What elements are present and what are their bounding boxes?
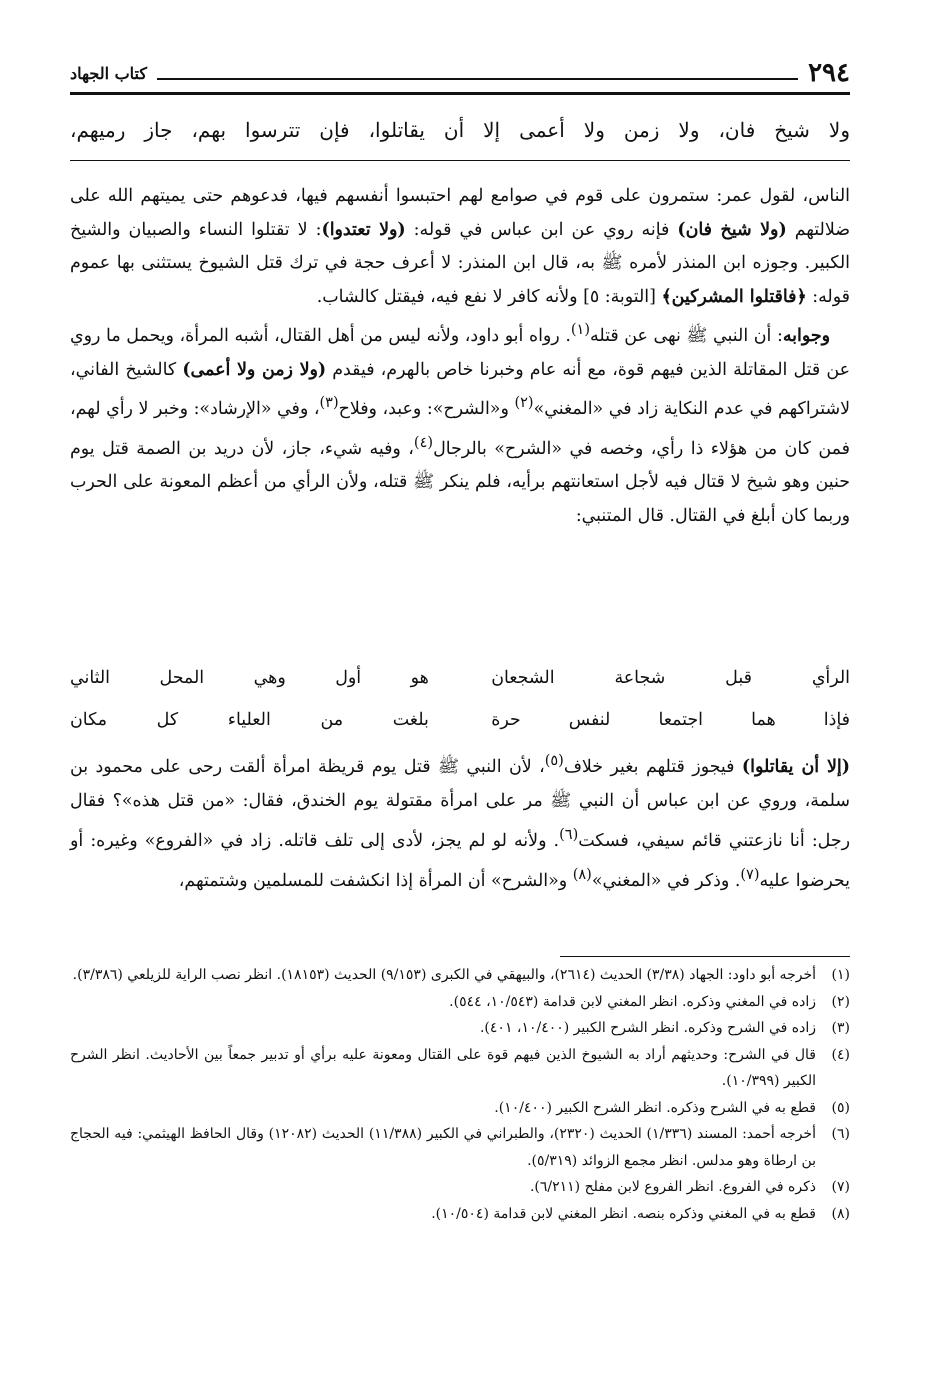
footnote [70,962,850,989]
poem-verse [70,699,850,741]
quran-verse: ﴿فاقتلوا المشركين﴾ [661,286,807,307]
commentary-block-2 [70,744,850,897]
footnote-text: قطع به في الشرح وذكره. انظر الشرح الكبير (١٠/٤٠٠). [494,1099,816,1116]
paragraph-3 [70,744,850,897]
footnote [70,989,850,1016]
footnote [70,1174,850,1201]
footnote-ref[interactable]: (٥) [544,753,564,769]
footnote-text: قطع به في المغني وذكره بنصه. انظر المغني لابن قدامة (١٠/٥٠٤). [431,1205,816,1222]
footnote-ref[interactable]: (١) [570,322,590,339]
footnote-ref[interactable]: (٣) [319,395,339,412]
verse-first-hemistich: فإذا هما اجتمعا لنفس حرة [491,710,850,730]
text-run: فيجوز قتلهم بغير خلاف [563,756,742,777]
footnote-number: (٢) [831,993,850,1010]
text-run: [التوبة: ٥] ولأنه كافر لا نفع فيه، فيقتل كالشاب. [316,286,662,307]
footnote-ref[interactable]: (٤) [413,434,434,451]
footnote-number: (٣) [831,1020,850,1036]
footnote-divider [560,956,850,957]
footnote-number: (١) [831,967,850,983]
bold-quote: وجوابه [782,326,830,347]
footnote-text: زاده في المغني وذكره. انظر المغني لابن قدامة (١٠/٥٤٣، ٥٤٤). [449,993,816,1010]
text-run: و«الشرح»: وعبد، وفلاح [338,399,515,420]
matn-text: ولا شيخ فان، ولا زمن ولا أعمى إلا أن يقاتلوا، فإن تترسوا بهم، جاز رميهم، [70,118,850,142]
footnote [70,1121,850,1174]
footnote-number: (٨) [831,1205,850,1222]
footnote-text: قال في الشرح: وحديثهم أراد به الشيوخ الذين فيهم قوة على القتال ومعونة عليه برأي أو تدبير جمعاً بين الأحاديث. انظر الشرح الكبير (١٠/٣٩٩). [70,1046,816,1089]
text-run: كالشيخ الفاني، لاشتراكهم في عدم النكاية زاد في «المغني» [70,359,850,420]
text-run: : لا تقتلوا النساء والصبيان والشيخ الكبير. وجوزه ابن المنذر لأمره ﷺ به، قال ابن المنذر: لا أعرف حجة في ترك قتل الشيوخ يستثنى بها عموم قوله: [70,219,850,307]
text-run: فإنه روي عن ابن عباس في قوله: [405,219,678,240]
text-run: . رواه أبو داود، ولأنه ليس من أهل القتال، أشبه المرأة، ويحمل ما روي عن قتل المقاتلة الذين فيهم قوة، مع أنه عام وخبرنا خاص بالهرم، فيقدم [70,326,850,380]
text-run: ، وفي «الإرشاد»: وخبر لا رأي لهم، فمن كان من هؤلاء ذا رأي، وخصه في «الشرح» بالرجال [70,399,850,459]
header-rule [70,92,850,95]
footnote-number: (٦) [831,1126,850,1142]
matn-divider [70,160,850,161]
page-number: ٢٩٤ [808,58,850,88]
verse-second-hemistich: بلغت من العلياء كل مكان [70,710,429,730]
footnote [70,1015,850,1042]
footnote-ref[interactable]: (٢) [514,395,534,412]
footnote-text: ذكره في الفروع. انظر الفروع لابن مفلح (٦/٢١١). [529,1179,816,1195]
text-run: : أن النبي ﷺ نهى عن قتله [590,326,783,347]
footnote [70,1095,850,1122]
text-run: . ولأنه لو لم يجز، لأدى إلى تلف قاتله. زاد في «الفروع» وغيره: أو يحرضوا عليه [70,830,850,891]
footnotes [70,962,850,1227]
bold-quote: (إلا أن يقاتلوا) [741,756,850,777]
header-divider [157,78,798,80]
verse-second-hemistich: هو أول وهي المحل الثاني [70,668,429,688]
poem-verse [70,657,850,699]
footnote-text: أخرجه أحمد: المسند (١/٣٣٦) الحديث (٢٣٢٠)، والطبراني في الكبير (١١/٣٨٨) الحديث (١٢٠٨٢) وقال الحافظ الهيثمي: فيه الحجاج بن ارطاة وهو مدلس. انظر مجمع الزوائد (٥/٣١٩). [70,1126,816,1169]
footnote-number: (٤) [831,1046,850,1063]
text-run: . وذكر في «المغني» [591,870,741,891]
bold-quote: (ولا شيخ فان) [677,219,787,240]
page-header [70,48,850,86]
footnote-text: زاده في الشرح وذكره. انظر الشرح الكبير (١٠/٤٠٠، ٤٠١). [479,1020,816,1036]
footnote-ref[interactable]: (٧) [740,866,760,883]
book-page [70,0,850,1375]
verse-first-hemistich: الرأي قبل شجاعة الشجعان [491,668,850,688]
paragraph-1 [70,180,850,314]
footnote-ref[interactable]: (٦) [559,826,579,843]
text-run: ، وفيه شيء، جاز، لأن دريد بن الصمة قتل يوم حنين وهو شيخ لا قتال فيه لأجل استعانتهم برأيه، فلم ينكر ﷺ قتله، ولأن الرأي من أعظم المعونة على الحرب وربما كان أبلغ في القتال. قال المتنبي: [70,438,850,526]
footnote [70,1201,850,1228]
footnote [70,1042,850,1095]
text-run: ، لأن النبي ﷺ قتل يوم قريظة امرأة ألقت رحى على محمود بن سلمة، وروي عن ابن عباس أن النبي ﷺ مر على امرأة مقتولة يوم الخندق، فقال: «من قتل هذه»؟ فقال رجل: أنا نازعتني قائم سيفي، فسكت [70,756,851,851]
paragraph-2 [70,314,850,533]
footnote-ref[interactable]: (٨) [572,866,592,883]
text-run: الناس، لقول عمر: ستمرون على قوم في صوامع لهم احتبسوا أنفسهم فيها، فدعوهم حتى يميتهم الله على ضلالتهم [70,186,851,240]
footnote-number: (٥) [831,1099,850,1116]
footnote-text: أخرجه أبو داود: الجهاد (٣/٣٨) الحديث (٢٦١٤)، والبيهقي في الكبرى (٩/١٥٣) الحديث (١٨١٥٣). انظر نصب الراية للزيلعي (٣/٣٨٦). [72,967,816,983]
bold-quote: (ولا تعتدوا) [321,219,406,240]
footnote-number: (٧) [831,1179,850,1195]
bold-quote: (ولا زمن ولا أعمى) [182,359,327,380]
commentary-block [70,180,850,533]
poem-block [70,657,850,741]
book-title: كتاب الجهاد [70,64,147,83]
text-run: و«الشرح» أن المرأة إذا انكشفت للمسلمين وشتمتهم، [178,870,573,891]
